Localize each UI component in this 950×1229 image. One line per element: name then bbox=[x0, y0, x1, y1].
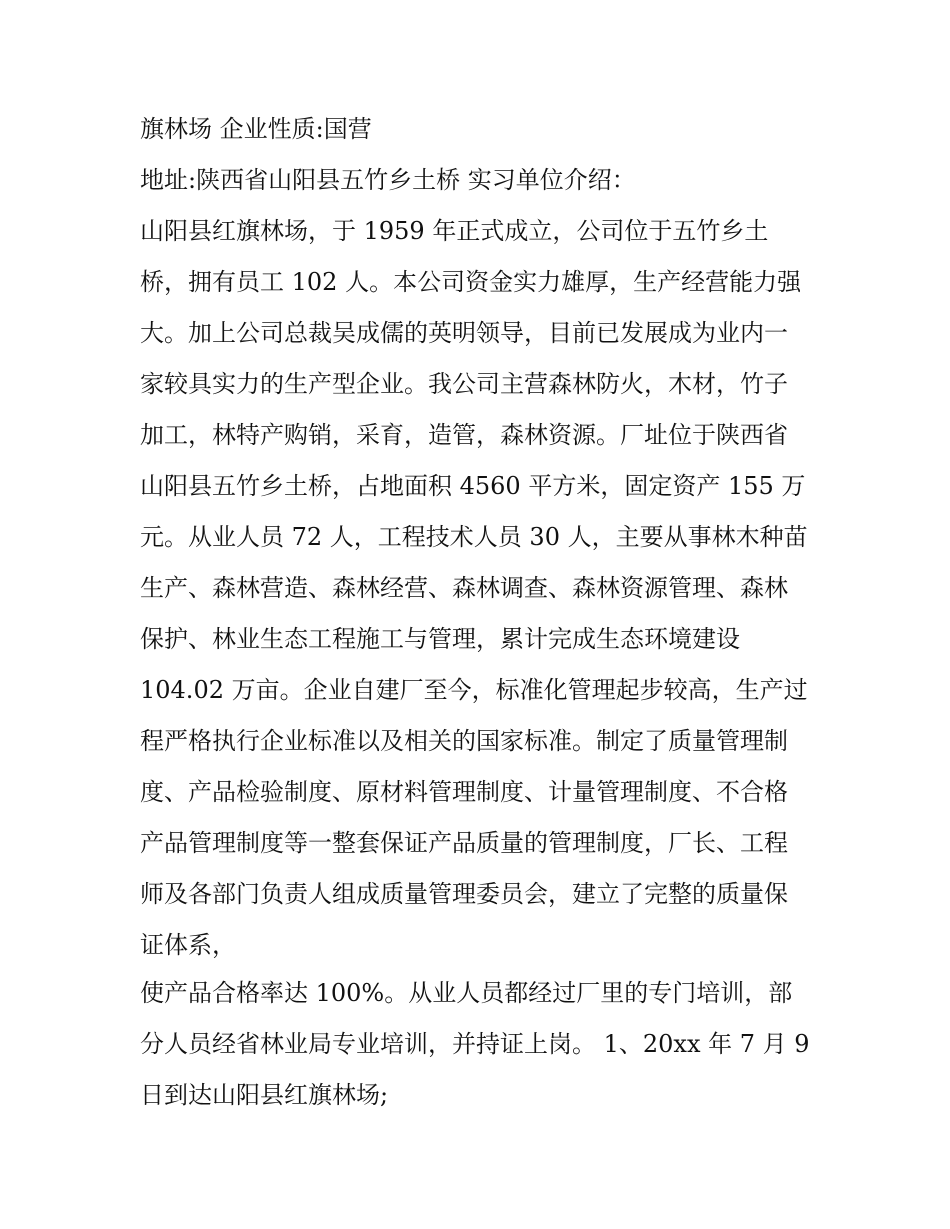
text-line: 产品管理制度等一整套保证产品质量的管理制度，厂长、工程 bbox=[140, 829, 788, 857]
text-line: 保护、林业生态工程施工与管理，累计完成生态环境建设 bbox=[140, 625, 740, 653]
text-line: 山阳县红旗林场，于 1959 年正式成立，公司位于五竹乡土 bbox=[140, 217, 769, 245]
text-line: 度、产品检验制度、原材料管理制度、计量管理制度、不合格 bbox=[140, 778, 788, 806]
text-line: 生产、森林营造、森林经营、森林调查、森林资源管理、森林 bbox=[140, 574, 788, 602]
text-line: 程严格执行企业标准以及相关的国家标准。制定了质量管理制 bbox=[140, 727, 788, 755]
text-line: 日到达山阳县红旗林场; bbox=[140, 1081, 389, 1109]
text-line: 家较具实力的生产型企业。我公司主营森林防火，木材，竹子 bbox=[140, 370, 788, 398]
text-line: 加工，林特产购销，采育，造管，森林资源。厂址位于陕西省 bbox=[140, 421, 788, 449]
text-line: 师及各部门负责人组成质量管理委员会，建立了完整的质量保 bbox=[140, 880, 788, 908]
text-line: 证体系， bbox=[140, 931, 236, 959]
text-line: 桥，拥有员工 102 人。本公司资金实力雄厚，生产经营能力强 bbox=[140, 268, 802, 296]
text-line: 山阳县五竹乡土桥，占地面积 4560 平方米，固定资产 155 万 bbox=[140, 472, 806, 500]
text-line: 使产品合格率达 100%。从业人员都经过厂里的专门培训，部 bbox=[140, 979, 793, 1007]
text-line: 104.02 万亩。企业自建厂至今，标准化管理起步较高，生产过 bbox=[140, 676, 808, 704]
text-line: 大。加上公司总裁吴成儒的英明领导，目前已发展成为业内一 bbox=[140, 319, 788, 347]
text-line: 分人员经省林业局专业培训，并持证上岗。 1、20xx 年 7 月 9 bbox=[140, 1030, 810, 1058]
text-line: 地址:陕西省山阳县五竹乡土桥 实习单位介绍： bbox=[140, 166, 636, 194]
text-line: 元。从业人员 72 人，工程技术人员 30 人，主要从事林木种苗 bbox=[140, 523, 808, 551]
text-line: 旗林场 企业性质:国营 bbox=[140, 115, 372, 143]
